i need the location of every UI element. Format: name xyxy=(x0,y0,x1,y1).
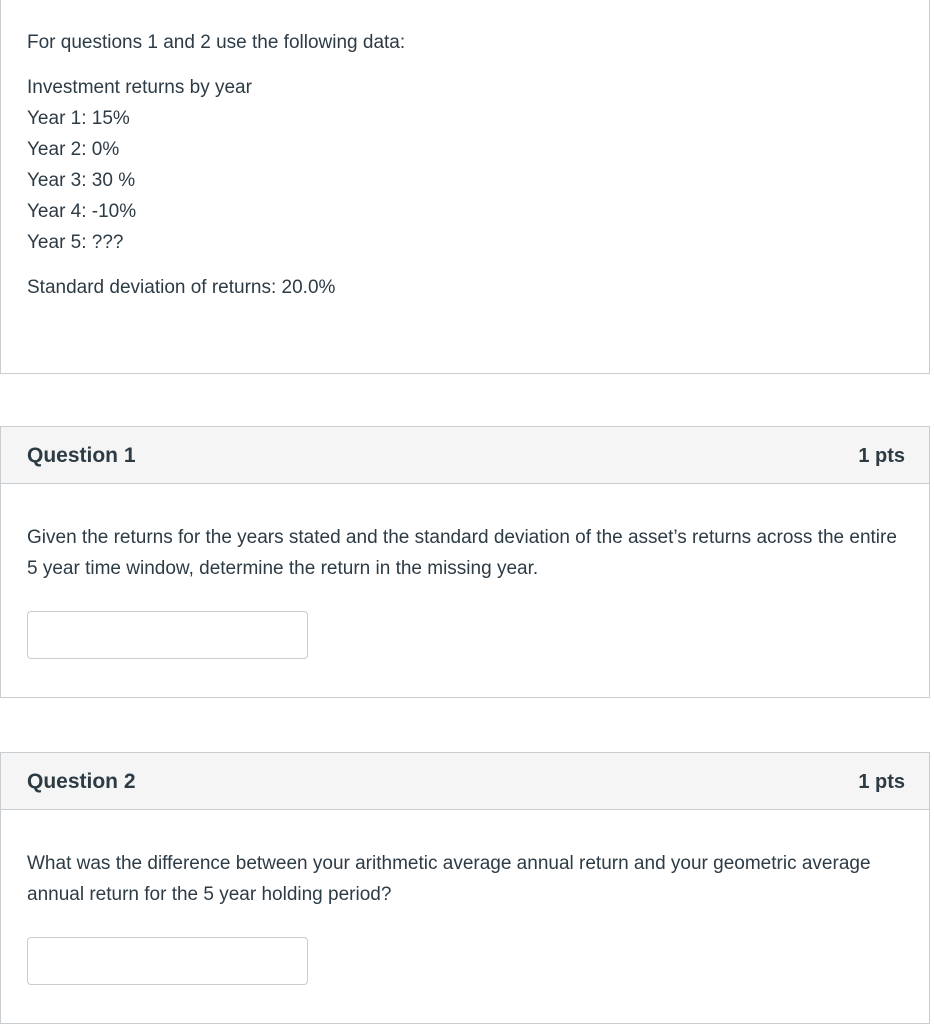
question-1-points: 1 pts xyxy=(858,445,905,467)
year-1-return: Year 1: 15% xyxy=(27,108,130,129)
question-2-points: 1 pts xyxy=(858,771,905,793)
intro-heading: For questions 1 and 2 use the following data: xyxy=(27,32,406,53)
question-1-text: Given the returns for the years stated and the standard deviation of the asset’s returns across the entire 5 year time window, determine the return in the missing year. xyxy=(27,527,897,579)
intro-subheading: Investment returns by year xyxy=(27,77,252,98)
question-2-header xyxy=(1,753,929,810)
question-2-text: What was the difference between your arithmetic average annual return and your geometric average annual return for the 5 year holding period? xyxy=(27,853,871,905)
year-2-return: Year 2: 0% xyxy=(27,139,120,160)
question-1-answer-input[interactable] xyxy=(27,611,308,659)
question-1-body xyxy=(1,484,929,659)
intro-content xyxy=(27,27,907,303)
question-2-body xyxy=(1,810,929,985)
question-1-header xyxy=(1,427,929,484)
standard-deviation-text: Standard deviation of returns: 20.0% xyxy=(27,277,336,298)
question-2-title: Question 2 xyxy=(27,770,136,793)
question-1-panel xyxy=(0,426,930,698)
question-1-title: Question 1 xyxy=(27,444,136,467)
year-5-return: Year 5: ??? xyxy=(27,232,124,253)
year-4-return: Year 4: -10% xyxy=(27,201,137,222)
intro-data-panel xyxy=(0,0,930,374)
year-3-return: Year 3: 30 % xyxy=(27,170,136,191)
question-2-answer-input[interactable] xyxy=(27,937,308,985)
question-2-panel xyxy=(0,752,930,1024)
